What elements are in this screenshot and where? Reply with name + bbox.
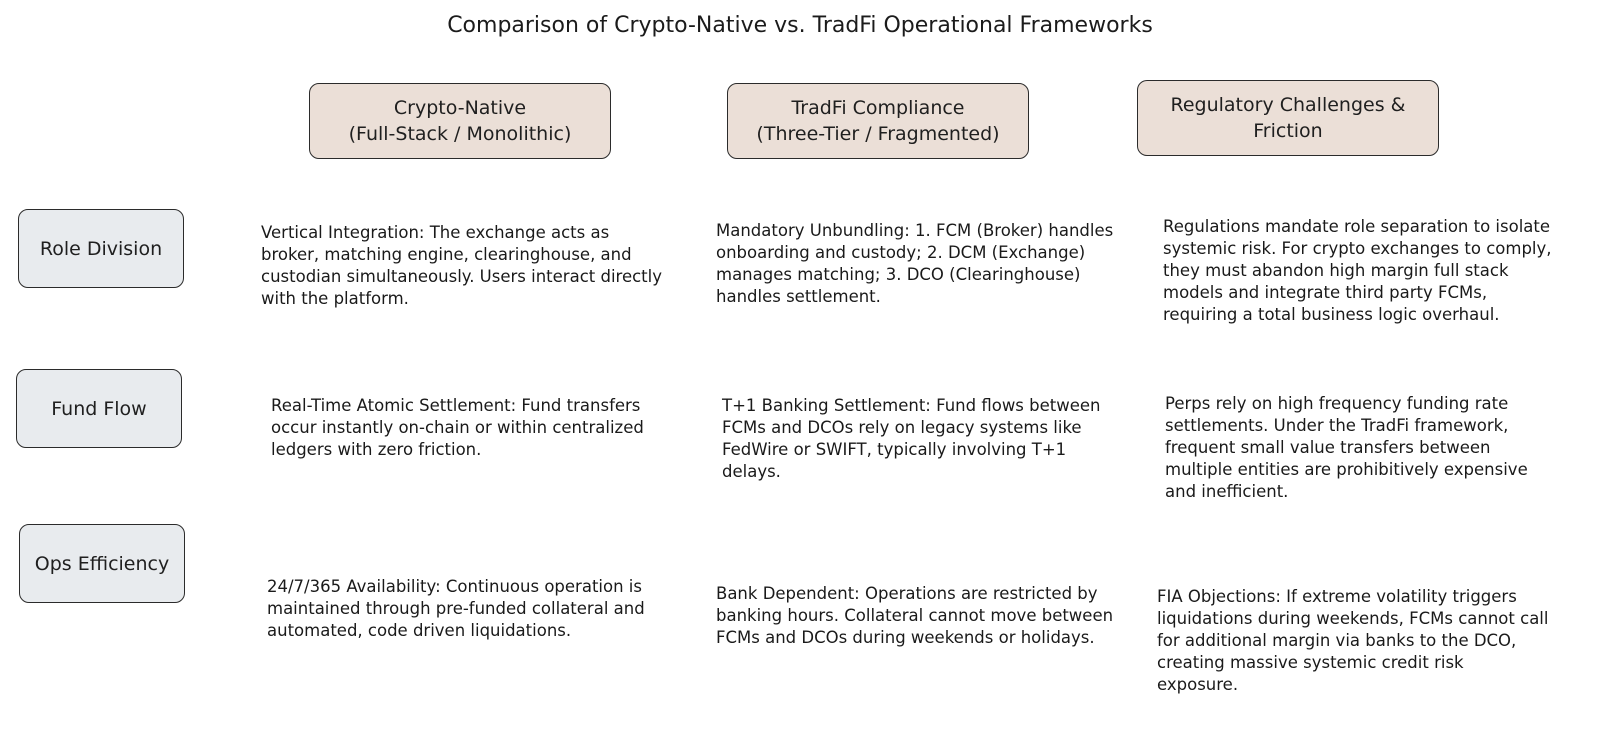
cell-ops-efficiency-crypto-native: 24/7/365 Availability: Continuous operation is maintained through pre-funded collateral and automated, code driven liquidations.	[267, 577, 645, 640]
cell-role-division-crypto-native: Vertical Integration: The exchange acts as broker, matching engine, clearinghouse, and custodian simultaneously. Users interact directly with the platform.	[261, 223, 662, 308]
row-header-fund-flow: Fund Flow	[16, 369, 182, 448]
cell-fund-flow-crypto-native: Real-Time Atomic Settlement: Fund transfers occur instantly on-chain or within centralized ledgers with zero friction.	[271, 396, 644, 459]
row-header-ops-efficiency: Ops Efficiency	[19, 524, 185, 603]
cell-role-division-regulatory: Regulations mandate role separation to isolate systemic risk. For crypto exchanges to comply, they must abandon high margin full stack models and integrate third party FCMs, requiring a total business logic overhaul.	[1163, 217, 1552, 324]
cell-role-division-tradfi: Mandatory Unbundling: 1. FCM (Broker) handles onboarding and custody; 2. DCM (Exchange) manages matching; 3. DCO (Clearinghouse) handles settlement.	[716, 221, 1114, 306]
cell-ops-efficiency-tradfi: Bank Dependent: Operations are restricted by banking hours. Collateral cannot move between FCMs and DCOs during weekends or holidays.	[716, 584, 1114, 647]
column-header-regulatory-challenges: Regulatory Challenges & Friction	[1137, 80, 1439, 156]
column-header-tradfi-compliance: TradFi Compliance (Three-Tier / Fragmented)	[727, 83, 1029, 159]
diagram-title: Comparison of Crypto-Native vs. TradFi Operational Frameworks	[447, 13, 1153, 38]
row-header-role-division: Role Division	[18, 209, 184, 288]
cell-ops-efficiency-regulatory: FIA Objections: If extreme volatility triggers liquidations during weekends, FCMs cannot call for additional margin via banks to the DCO, creating massive systemic credit risk exposure.	[1157, 587, 1549, 694]
cell-fund-flow-tradfi: T+1 Banking Settlement: Fund flows between FCMs and DCOs rely on legacy systems like FedWire or SWIFT, typically involving T+1 delays.	[722, 396, 1101, 481]
cell-fund-flow-regulatory: Perps rely on high frequency funding rate settlements. Under the TradFi framework, frequent small value transfers between multiple entities are prohibitively expensive and inefficient.	[1165, 394, 1528, 501]
column-header-crypto-native: Crypto-Native (Full-Stack / Monolithic)	[309, 83, 611, 159]
